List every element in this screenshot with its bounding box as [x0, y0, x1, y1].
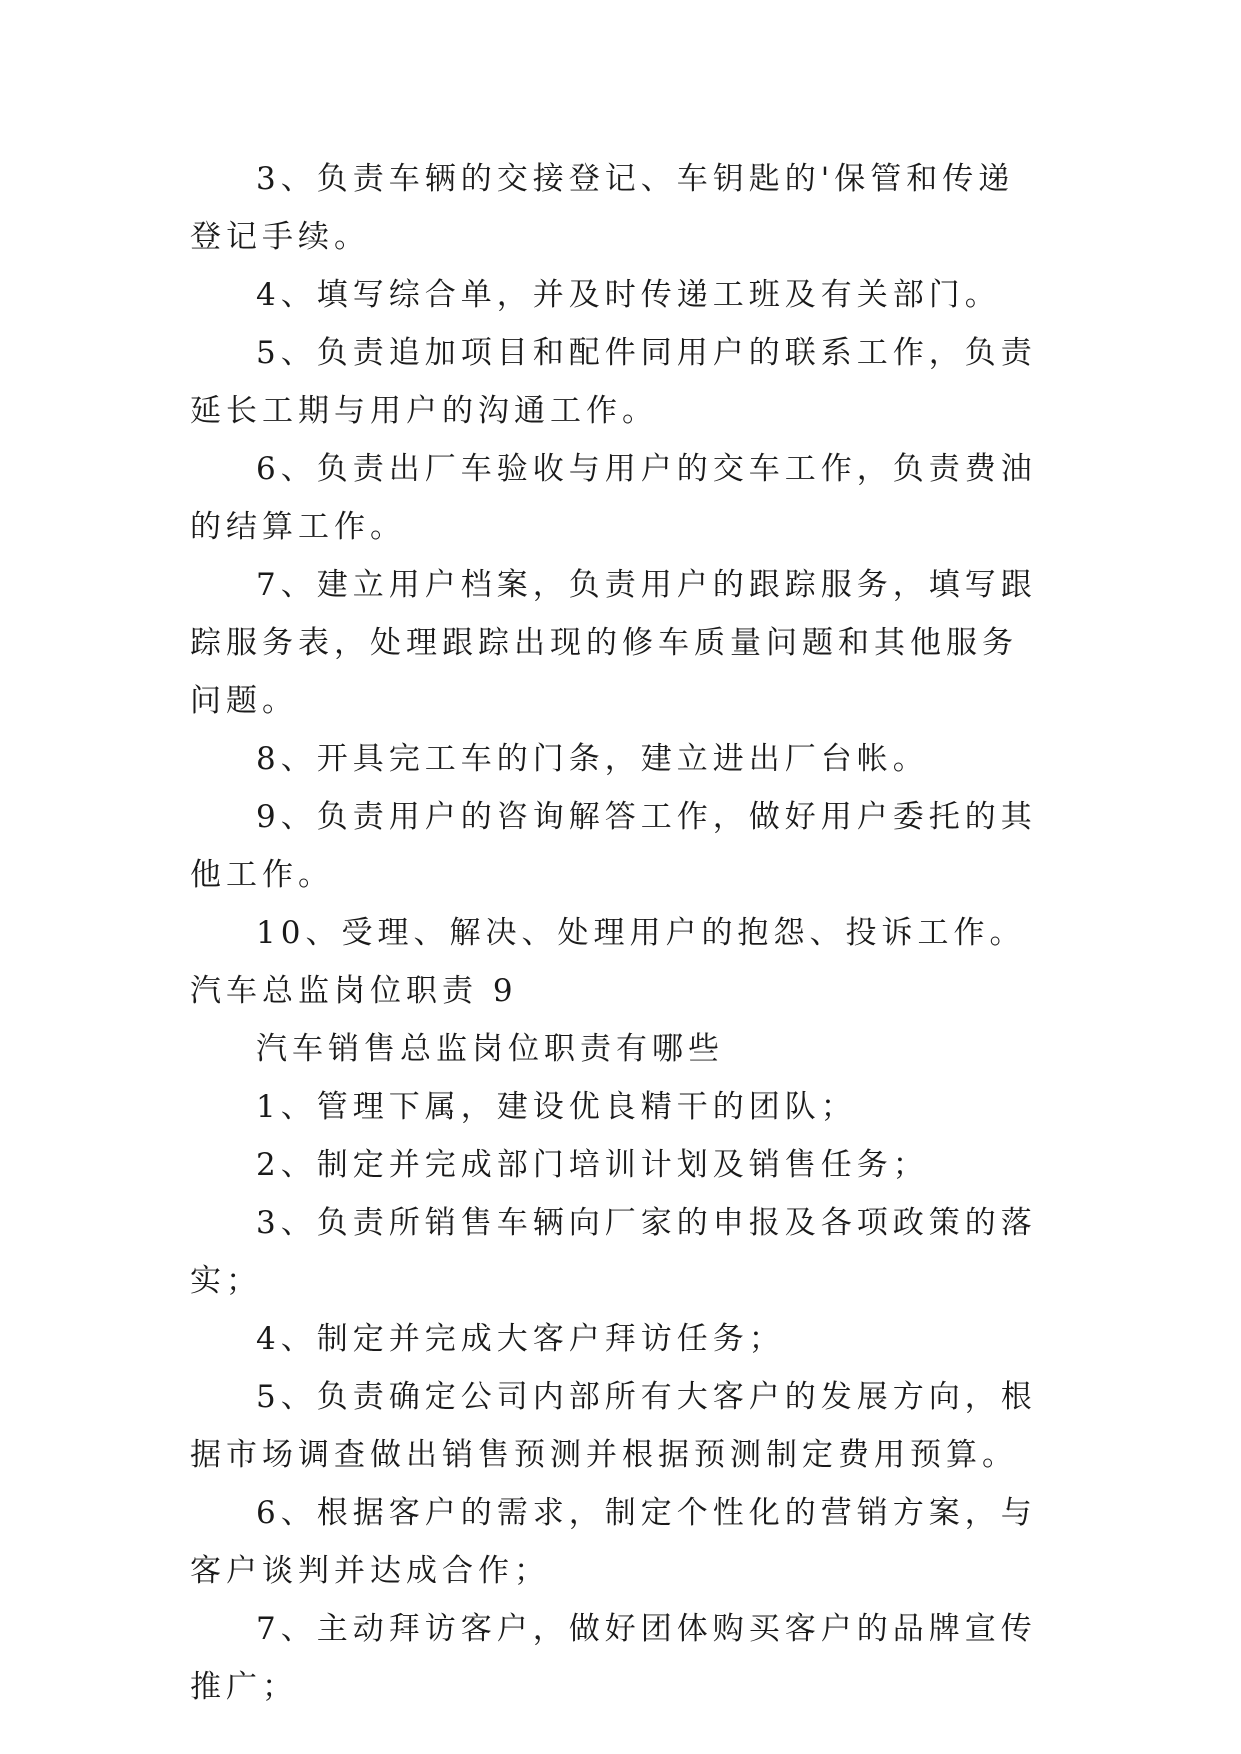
duty-item-7: 7、主动拜访客户，做好团体购买客户的品牌宣传推广；: [190, 1611, 1037, 1705]
paragraph-item-8: 8、开具完工车的门条，建立进出厂台帐。: [256, 741, 929, 777]
duty-item-6: 6、根据客户的需求，制定个性化的营销方案，与客户谈判并达成合作；: [190, 1495, 1037, 1589]
paragraph-item-4: 4、填写综合单，并及时传递工班及有关部门。: [256, 277, 1001, 313]
duty-item-5: 5、负责确定公司内部所有大客户的发展方向，根据市场调查做出销售预测并根据预测制定费用预算。: [190, 1379, 1037, 1473]
paragraph-item-9: 9、负责用户的咨询解答工作，做好用户委托的其他工作。: [190, 799, 1037, 893]
duty-item-2: 2、制定并完成部门培训计划及销售任务；: [256, 1147, 929, 1183]
paragraph-item-7: 7、建立用户档案，负责用户的跟踪服务，填写跟踪服务表，处理跟踪出现的修车质量问题和其他服务问题。: [190, 567, 1037, 719]
subsection-title: 汽车销售总监岗位职责有哪些: [256, 1031, 724, 1067]
paragraph-item-3: 3、负责车辆的交接登记、车钥匙的'保管和传递登记手续。: [190, 161, 1015, 255]
duty-item-4: 4、制定并完成大客户拜访任务；: [256, 1321, 785, 1357]
duty-item-3: 3、负责所销售车辆向厂家的申报及各项政策的落实；: [190, 1205, 1037, 1299]
document-body: [190, 150, 1050, 1716]
paragraph-item-10: 10、受理、解决、处理用户的抱怨、投诉工作。: [256, 915, 1026, 951]
paragraph-item-5: 5、负责追加项目和配件同用户的联系工作，负责延长工期与用户的沟通工作。: [190, 335, 1037, 429]
paragraph-item-6: 6、负责出厂车验收与用户的交车工作，负责费油的结算工作。: [190, 451, 1037, 545]
duty-item-1: 1、管理下属，建设优良精干的团队；: [256, 1089, 857, 1125]
section-heading: 汽车总监岗位职责 9: [190, 973, 518, 1009]
